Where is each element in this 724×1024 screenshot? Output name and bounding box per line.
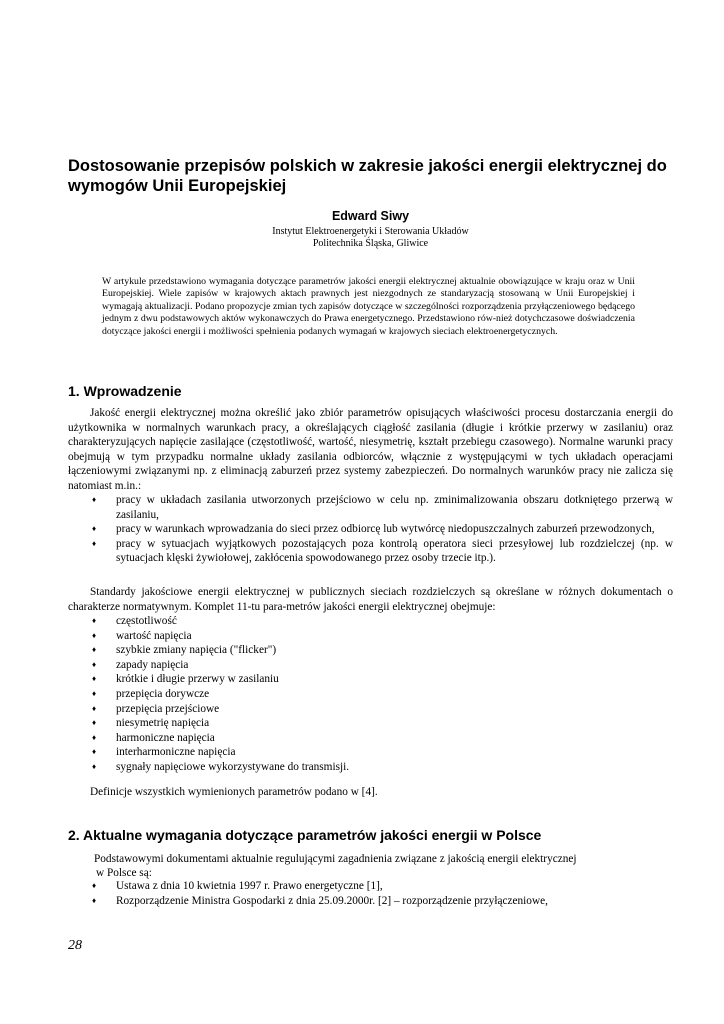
list-item xyxy=(68,522,673,537)
list-item-text: przepięcia dorywcze xyxy=(116,687,210,700)
list-item xyxy=(68,731,673,746)
affiliation-university: Politechnika Śląska, Gliwice xyxy=(312,238,429,249)
bullet-icon: ♦ xyxy=(92,761,97,771)
bullet-icon: ♦ xyxy=(92,524,97,534)
bullet-icon: ♦ xyxy=(92,747,97,757)
section-1-paragraph-1: Jakość energii elektrycznej można określić jako zbiór parametrów opisujących właściwości procesu dostarczania energii do użytkownika w normalnych warunkach pracy, a określających ciągłość zasilania (długie i krótkie przerwy w zasilaniu) oraz charakteryzujących napięcie zasilające (częstotliwość, wartość, niesymetrię, kształt przebiegu czasowego). Normalne warunki pracy obejmują w tym przypadku normalne układy zasilania odbiorców, włącznie z występującymi w tych układach operacjami łączeniowymi związanymi np. z eliminacją zaburzeń przez systemy zabezpieczeń. Do normalnych warunków pracy nie zalicza się natomiast m.in.: xyxy=(68,407,673,492)
section-2-paragraph-line-1: Podstawowymi dokumentami aktualnie regulującymi zagadnienia związane z jakością energii elektrycznej xyxy=(94,853,577,865)
author-name: Edward Siwy xyxy=(331,209,410,223)
section-2-heading: 2. Aktualne wymagania dotyczące parametrów jakości energii w Polsce xyxy=(68,827,542,843)
list-item xyxy=(68,687,673,702)
document-page xyxy=(68,0,673,1024)
bullet-icon: ♦ xyxy=(92,645,97,655)
affiliation-institute: Instytut Elektroenergetyki i Sterowania Układów xyxy=(272,226,469,237)
bullet-icon: ♦ xyxy=(92,495,97,504)
paper-title: Dostosowanie przepisów polskich w zakresie jakości energii elektrycznej do wymogów Unii Europejskiej xyxy=(68,157,667,195)
bullet-icon: ♦ xyxy=(92,630,97,640)
bullet-icon: ♦ xyxy=(92,674,97,684)
list-item-text: krótkie i długie przerwy w zasilaniu xyxy=(116,673,279,686)
list-item-text: interharmoniczne napięcia xyxy=(116,746,236,759)
bullet-list-2 xyxy=(68,614,673,775)
list-item-text: Ustawa z dnia 10 kwietnia 1997 r. Prawo energetyczne [1], xyxy=(116,880,383,892)
bullet-list-3 xyxy=(68,879,673,908)
list-item-text: pracy w warunkach wprowadzania do sieci przez odbiorcę lub wytwórcę niedopuszczalnych zaburzeń przewodzonych, xyxy=(116,523,655,536)
list-item-text: Rozporządzenie Ministra Gospodarki z dnia 25.09.2000r. [2] – rozporządzenie przyłączeniowe, xyxy=(116,894,548,907)
bullet-list-1 xyxy=(68,493,673,566)
list-item xyxy=(68,702,673,717)
section-1-paragraph-2: Standardy jakościowe energii elektrycznej w publicznych sieciach rozdzielczych są określane w różnych dokumentach o charakterze normatywnym. Komplet 11-tu para-metrów jakości energii elektrycznej obejmuje: xyxy=(68,586,673,613)
list-item xyxy=(68,643,673,658)
section-1-heading: 1. Wprowadzenie xyxy=(68,383,182,399)
bullet-icon: ♦ xyxy=(92,895,97,905)
list-item xyxy=(68,629,673,644)
list-item-text: przepięcia przejściowe xyxy=(116,702,220,715)
bullet-icon: ♦ xyxy=(92,659,97,669)
list-item xyxy=(68,614,673,629)
list-item-text: wartość napięcia xyxy=(116,629,192,642)
bullet-icon: ♦ xyxy=(92,703,97,713)
list-item xyxy=(68,716,673,731)
list-item-text: niesymetrię napięcia xyxy=(116,717,210,730)
list-item-text: pracy w układach zasilania utworzonych przejściowo w celu np. zminimalizowania obszaru dotkniętego przerwą w zasilaniu, xyxy=(116,494,673,521)
bullet-icon: ♦ xyxy=(92,718,97,728)
list-item xyxy=(68,760,673,775)
page-number: 28 xyxy=(68,938,82,953)
bullet-icon: ♦ xyxy=(92,732,97,742)
list-item xyxy=(68,672,673,687)
list-item xyxy=(68,658,673,673)
section-2-paragraph-line-2: w Polsce są: xyxy=(96,867,152,879)
list-item-text: harmoniczne napięcia xyxy=(116,731,215,744)
list-item-text: sygnały napięciowe wykorzystywane do transmisji. xyxy=(116,760,350,773)
list-item xyxy=(68,537,673,566)
bullet-icon: ♦ xyxy=(92,881,97,890)
list-item-text: szybkie zmiany napięcia ("flicker") xyxy=(116,644,277,657)
bullet-icon: ♦ xyxy=(92,688,97,698)
list-item-text: pracy w sytuacjach wyjątkowych pozostających poza kontrolą operatora sieci przesyłowej lub rozdzielczej (np. w sytuacjach klęski żywiołowej, zakłócenia spowodowanego przez osoby trzecie itp.). xyxy=(116,537,673,565)
list-item xyxy=(68,879,673,894)
section-1-paragraph-3: Definicje wszystkich wymienionych parametrów podano w [4]. xyxy=(90,786,378,798)
list-item-text: częstotliwość xyxy=(116,615,177,627)
list-item xyxy=(68,493,673,522)
list-item xyxy=(68,745,673,760)
bullet-icon: ♦ xyxy=(92,616,97,625)
list-item xyxy=(68,894,673,909)
abstract: W artykule przedstawiono wymagania dotyczące parametrów jakości energii elektrycznej aktualnie obowiązujące w kraju oraz w Unii Europejskiej. Wiele zapisów w krajowych aktach prawnych jest niezgodnych ze standaryzacją stosowaną w Unii Europejskiej i wymagają aktualizacji. Podano propozycje zmian tych zapisów dotyczące w szczególności rozporządzenia przyłączeniowego będącego jednym z dwu podstawowych aktów wykonawczych do Prawa energetycznego. Przedstawiono rów-nież dotychczasowe doświadczenia dotyczące jakości energii i możliwości spełnienia podanych wymagań w krajowych sieciach elektroenergetycznych. xyxy=(102,276,635,337)
bullet-icon: ♦ xyxy=(92,538,97,548)
list-item-text: zapady napięcia xyxy=(116,658,189,671)
